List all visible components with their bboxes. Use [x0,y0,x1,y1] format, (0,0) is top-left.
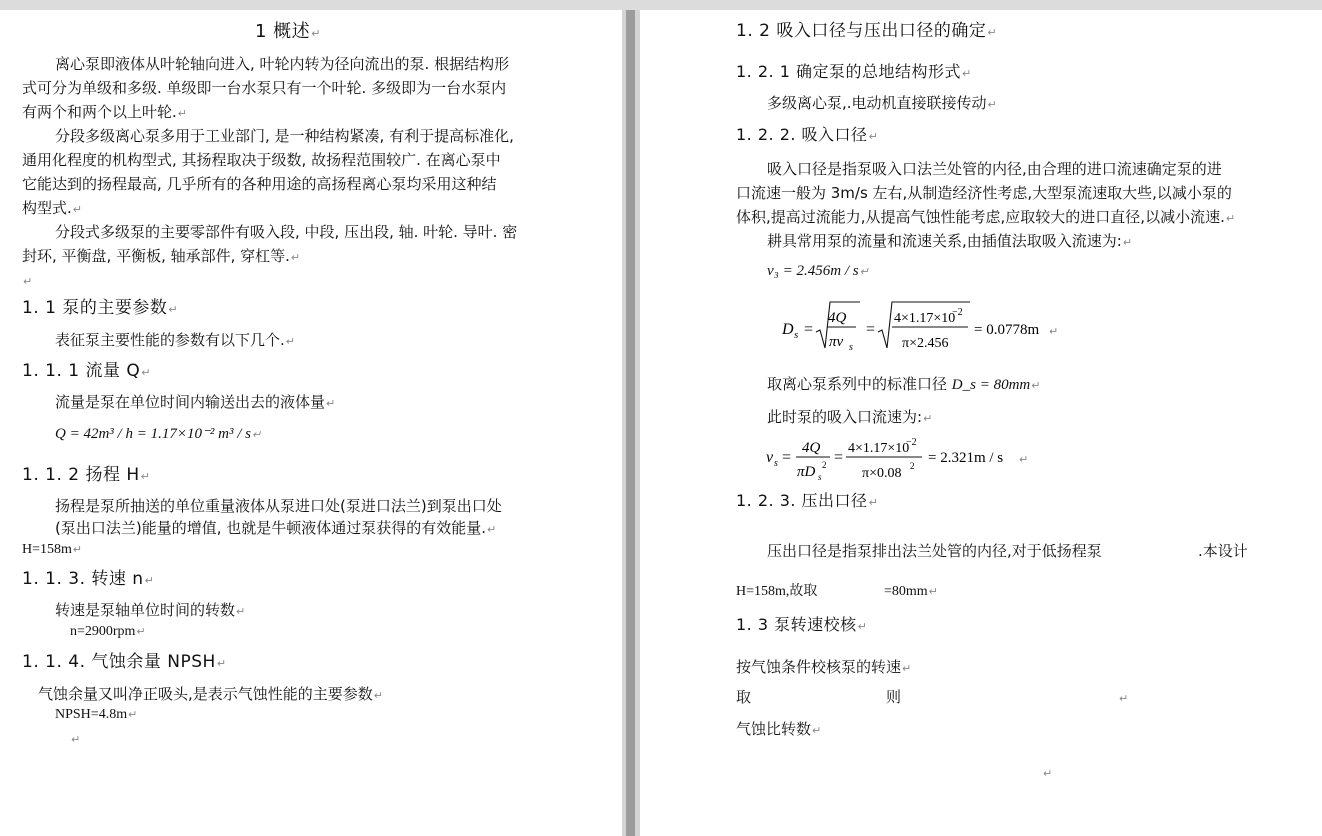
heading-1-1-4: 1. 1. 4. 气蚀余量 NPSH↵ [22,652,227,672]
para2-line-3: 它能达到的扬程最高, 几乎所有的各种用途的高扬程离心泵均采用这种结 [22,175,497,193]
eq-vs-frac2-num: 4×1.17×10 [848,441,910,456]
then-label: 则 [886,688,902,706]
heading-1-1-2: 1. 1. 2 扬程 H↵ [22,465,151,485]
cavitation-specific-speed-label: 气蚀比转数↵ [736,720,822,738]
para2-line-1: 分段多级离心泵多用于工业部门, 是一种结构紧凑, 有利于提高标准化, [55,127,514,145]
flow-formula: Q = 42m³ / h = 1.17×10⁻² m³ / s↵ [55,426,262,442]
right-page [640,10,1322,836]
svg-text:=: = [804,321,814,338]
eq-ds-frac1-num: 4Q [828,310,847,326]
heading-1-2: 1. 2 吸入口径与压出口径的确定↵ [736,21,998,41]
discharge-line-2a: H=158m,故取 [736,584,818,599]
intro-line-3: 有两个和两个以上叶轮.↵ [22,103,187,121]
eq-ds-formula [780,296,1080,356]
npsh-definition: 气蚀余量又叫净正吸头,是表示气蚀性能的主要参数↵ [38,685,383,703]
svg-text:s: s [818,472,822,482]
page-gutter [622,10,640,836]
left-page [0,10,622,836]
eq-ds-mark: ↵ [1049,325,1059,338]
suction-line-1: 吸入口径是指泵吸入口法兰处管的内径,由合理的进口流速确定泵的进 [767,160,1222,178]
eq-vs-frac1-num: 4Q [802,440,821,456]
empty-paragraph-mark-3: ↵ [1043,767,1053,780]
take-label: 取 [736,688,752,706]
head-definition-line-2: (泵出口法兰)能量的增值, 也就是牛顿液体通过泵获得的有效能量.↵ [55,519,497,537]
standard-caliber-text: 取离心泵系列中的标准口径 D_s = 80mm↵ [767,375,1041,393]
para2-line-2: 通用化程度的机构型式, 其扬程取决于级数, 故扬程范围较广. 在离心泵中 [22,151,501,169]
svg-text:v: v [766,449,774,466]
discharge-line-2b: =80mm↵ [884,584,938,599]
eq-vs-formula [764,428,1044,484]
eq-vs-mark: ↵ [1019,453,1029,466]
head-definition-line-1: 扬程是泵所抽送的单位重量液体从泵进口处(泵进口法兰)到泵出口处 [55,497,502,515]
eq-vs-frac2-den: π×0.08 [862,466,902,481]
eq-ds-result: = 0.0778m [974,322,1040,338]
speed-value: n=2900rpm↵ [70,624,146,639]
discharge-line-1a: 压出口径是指泵排出法兰处管的内径,对于低扬程泵 [767,542,1102,560]
empty-paragraph-mark-2: ↵ [71,733,81,746]
svg-text:2: 2 [910,461,915,471]
heading-1-2-1: 1. 2. 1 确定泵的总地结构形式↵ [736,62,972,81]
speed-definition: 转速是泵轴单位时间的转数↵ [55,601,246,619]
flow-definition: 流量是泵在单位时间内输送出去的液体量↵ [55,393,336,411]
eq-ds-frac2-num-exp: −2 [952,307,963,318]
heading-1-1-1: 1. 1. 1 流量 Q↵ [22,361,151,381]
para3-line-1: 分段式多级泵的主要零部件有吸入段, 中段, 压出段, 轴. 叶轮. 导叶. 密 [55,223,518,241]
heading-1-2-2: 1. 2. 2. 吸入口径↵ [736,125,879,144]
heading-1-1-3: 1. 1. 3. 转速 n↵ [22,569,155,589]
svg-text:2: 2 [822,460,827,470]
eq-v3: v₃ = 2.456m / s↵ [767,263,869,279]
svg-text:=: = [834,449,844,466]
take-line-mark: ↵ [1119,692,1129,705]
para3-line-2: 封环, 平衡盘, 平衡板, 轴承部件, 穿杠等.↵ [22,247,301,265]
heading-1-1: 1. 1 泵的主要参数↵ [22,298,179,318]
eq-vs-frac1-den: πD [797,464,816,480]
intro-line-1: 离心泵即液体从叶轮轴向进入, 叶轮内转为径向流出的泵. 根据结构形 [55,55,510,73]
gutter-scrollbar[interactable] [626,10,635,836]
section-title-1: 1 概述↵ [255,21,321,42]
heading-1-3: 1. 3 泵转速校核↵ [736,615,868,634]
eq-ds-frac1-den-sub: s [849,342,853,353]
eq-ds-frac1-den: πv [829,334,844,350]
suction-line-2: 口流速一般为 3m/s 左右,从制造经济性考虑,大型泵流速取大些,以减小泵的 [736,184,1232,202]
structure-text: 多级离心泵,.电动机直接联接传动↵ [767,94,997,112]
para2-line-4: 构型式.↵ [22,199,82,217]
suction-velocity-text: 此时泵的吸入口流速为:↵ [767,408,933,426]
suction-line-3: 体积,提高过流能力,从提高气蚀性能考虑,应取较大的进口直径,以减小流速.↵ [736,208,1236,226]
speed-check-text: 按气蚀条件校核泵的转速↵ [736,658,912,676]
intro-line-2: 式可分为单级和多级. 单级即一台水泵只有一个叶轮. 多级即为一台水泵内 [22,79,507,97]
suction-para-2: 耕具常用泵的流量和流速关系,由插值法取吸入流速为:↵ [767,232,1133,250]
empty-paragraph-mark: ↵ [23,275,33,288]
eq-ds-frac2-num: 4×1.17×10 [894,311,956,326]
eq-ds-lhs: D [782,321,794,338]
svg-text:s: s [774,458,778,469]
heading-1-2-3: 1. 2. 3. 压出口径↵ [736,491,879,510]
heading-1-1-text: 表征泵主要性能的参数有以下几个.↵ [55,331,295,349]
eq-ds-frac2-den: π×2.456 [902,336,949,351]
svg-text:=: = [866,321,876,338]
eq-vs-result: = 2.321m / s [928,450,1004,466]
eq-vs-frac2-num-exp: −2 [906,437,917,448]
npsh-value: NPSH=4.8m↵ [55,707,138,722]
eq-ds-lhs-sub: s [794,329,799,341]
head-value: H=158m↵ [22,542,83,557]
svg-text:=: = [782,449,792,466]
discharge-line-1b: .本设计 [1198,542,1248,560]
